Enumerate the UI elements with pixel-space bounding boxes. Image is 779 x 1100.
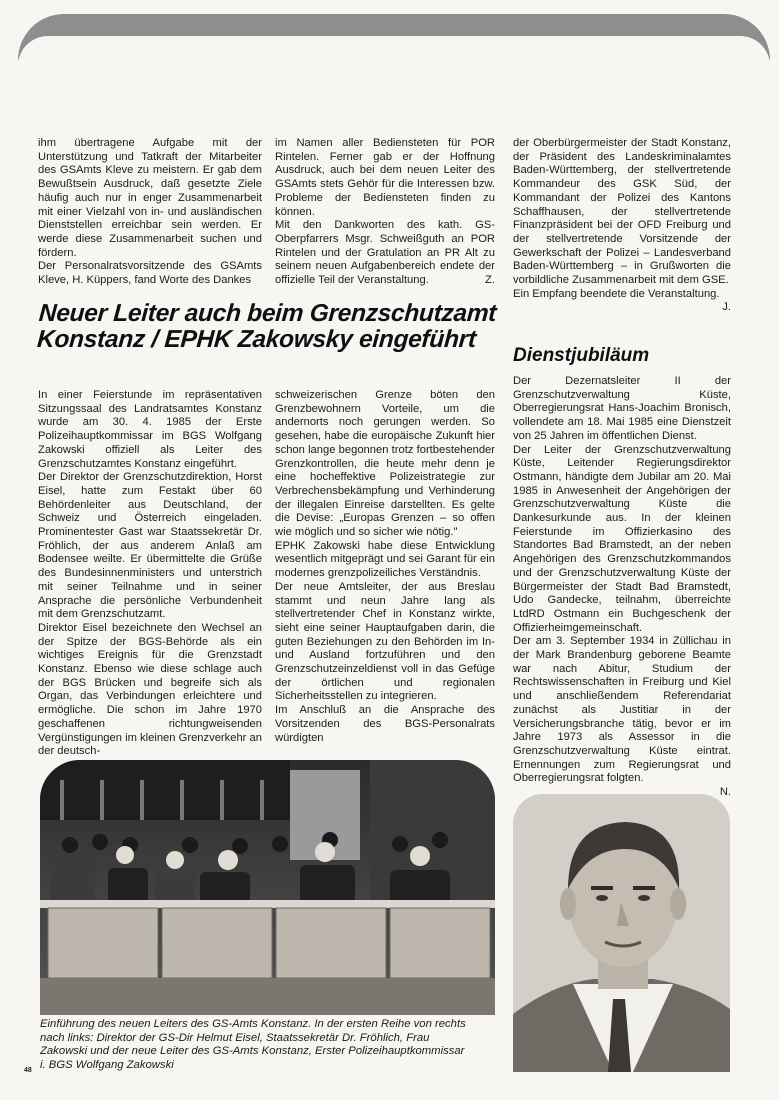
prev-article-col1-para1: ihm übertragene Aufgabe mit der Unterstützung und Tatkraft der Mitarbeiter des GSAmts Kleve zu meistern. Er gab dem Bewußtsein Ausdruck, daß gesetzte Ziele häufig auch nur in enger Zusammenarbeit mit einer Vielzahl von in- und ausländischen Dienststellen erreichbar sein werden. Er werde diese Zusammenarbeit suchen und fördern.	[38, 137, 262, 259]
page-number: 48	[24, 1067, 32, 1074]
prev-article-col2-para2	[275, 219, 495, 288]
prev-article-col1	[38, 137, 262, 288]
jubilee-para3: Der am 3. September 1934 in Züllichau in der Mark Brandenburg geborene Beamte war nach Abitur, Studium der Rechtswissenschaften in Freiburg und Kiel und anschließendem Referendariat zunächst als Justitiar in der Versicherungsbranche tätig, bevor er im Jahre 1973 als Assessor in die Grenzschutzverwaltung Küste eintrat. Ernennungen zum Regierungsrat und Oberregierungsrat folgten.	[513, 635, 731, 785]
portrait-image	[513, 794, 730, 1072]
article-col1-para3: Direktor Eisel bezeichnete den Wechsel an der Spitze der BGS-Behörde als ein wichtiges Ereignis für die Grenzstadt Konstanz. Ebenso wie diese schlage auch der BGS Brücken und begreife sich als Organ, das Verbindungen erleichtere und ermögliche. Die schon im Jahre 1970 geschaffenen richtungweisenden Vergünstigungen im kleinen Grenzverkehr an der deutsch-	[38, 621, 262, 758]
article-col2-para3: Der neue Amtsleiter, der aus Breslau stammt und neun Jahre lang als stellvertretender Chef in Konstanz wirkte, sieht eine seiner Hauptaufgaben darin, die guten Beziehungen zu den Behörden im In- und Ausland fortzuführen und den Grenzschutzeinzeldienst voll in das Gefüge der örtlichen und regionalen Sicherheitsstellen zu integrieren.	[275, 580, 495, 703]
article-col1	[38, 389, 262, 759]
prev-article-col2-para1: im Namen aller Bediensteten für POR Rintelen. Ferner gab er der Hoffnung Ausdruck, auch bei dem neuen Leiter des GSAmts stets Gehör für die Interessen bzw. Probleme der Bediensteten finden zu können.	[275, 137, 495, 218]
prev-article-col3-signature: J.	[722, 301, 731, 314]
portrait-photo	[513, 794, 730, 1072]
prev-article-col1-para2: Der Personalratsvorsitzende des GSAmts Kleve, H. Küppers, fand Worte des Dankes	[38, 260, 262, 287]
headline-dienstjubilaeum: Dienstjubiläum	[513, 345, 650, 366]
prev-article-col3-para1: der Oberbürgermeister der Stadt Konstanz, der Präsident des Landeskriminalamtes Baden-Württemberg, der stellvertretende Kommandeur des GSK Süd, der Kommandant der Polizei des Kantons Schaffhausen, der stellvertretende Finanzpräsident bei der OFD Freiburg und der stellvertretende Vorsitzende der Gewerkschaft der Polizei – Landesverband Baden-Württemberg – in Grußworten die vorbildliche Zusammenarbeit mit dem GSE.	[513, 137, 731, 287]
header-band-inner	[18, 36, 770, 66]
meeting-room-photo	[40, 760, 495, 1015]
article-col2-para2: EPHK Zakowski habe diese Entwicklung wesentlich mitgeprägt und sei Garant für ein modernes grenzpolizeiliches Verständnis.	[275, 539, 495, 580]
prev-article-col3-para2: Ein Empfang beendete die Veranstaltung.	[513, 287, 720, 300]
article-col2	[275, 389, 495, 745]
prev-article-col2-para2-text: Mit den Dankworten des kath. GS-Oberpfarrers Msgr. Schweißguth an POR Rintelen und der Gratulation an PR Alt zu seinem neuen Aufgabenbereich endete der offizielle Teil der Veranstaltung.	[275, 219, 495, 287]
jubilee-para1: Der Dezernatsleiter II der Grenzschutzverwaltung Küste, Oberregierungsrat Hans-Joachim Bronisch, vollendete am 18. Mai 1985 eine Dienstzeit von 25 Jahren im öffentlichen Dienst.	[513, 375, 731, 442]
article-col1-para2: Der Direktor der Grenzschutzdirektion, Horst Eisel, hatte zum Festakt über 60 Behördenleiter aus Deutschland, der Schweiz und Österreich eingeladen. Prominentester Gast war Staatssekretär Dr. Fröhlich, der aus anderem Anlaß am Bodensee weilte. Er übermittelte die Grüße des Bundesinnenministers und unterstrich mit seiner Teilnahme und in seiner Ansprache die persönliche Verbundenheit mit dem Grenzschutzamt.	[38, 471, 262, 621]
article-col2-para1: schweizerischen Grenze böten den Grenzbewohnern Vorteile, um die andernorts noch gerungen werden. So gesehen, habe die europäische Zukunft hier schon lange begonnen trotz fortbestehender Grenzkontrollen, die heute mehr denn je eine hocheffektive Polizeistrategie zur Verbrechensbekämpfung und Verhinderung der illegalen Einreise darstellten. Es gelte die Devise: „Europas Grenzen – so offen wie möglich und so sicher wie nötig."	[275, 389, 495, 539]
prev-article-col2	[275, 137, 495, 288]
jubilee-para2: Der Leiter der Grenzschutzverwaltung Küste, Leitender Regierungsdirektor Ostmann, händigte dem Jubilar am 20. Mai 1985 in Anwesenheit der Angehörigen der Grenzschutzverwaltung Küste die Dankesurkunde aus. In der kleinen Feierstunde im Offizierkasino des Standortes Bad Bramstedt, an der neben Angehörigen des Grenzschutzkommandos und der Grenzschutzverwaltung Küste der Bürgermeister der Stadt Bad Bramstedt, Udo Gandecke, teilnahm, überreichte LtdRD Ostmann ein Buchgeschenk der Offizierheimgemeinschaft.	[513, 443, 731, 634]
jubilee-signature: N.	[719, 786, 731, 799]
prev-article-col3	[513, 137, 731, 315]
prev-article-signature: Z.	[485, 274, 495, 287]
jubilee-col	[513, 375, 731, 800]
article-col1-para1: In einer Feierstunde im repräsentativen Sitzungssaal des Landratsamtes Konstanz wurde am 30. 4. 1985 der Erste Polizeihauptkommissar im BGS Wolfgang Zakowski offiziell als Leiter des Grenzschutzamtes Konstanz eingeführt.	[38, 389, 262, 470]
meeting-room-image	[40, 760, 495, 1015]
photo-caption: Einführung des neuen Leiters des GS-Amts Konstanz. In der ersten Reihe von rechts nach links: Direktor der GS-Dir Helmut Eisel, Staatssekretär Dr. Fröhlich, Frau Zakowski und der neue Leiter des GS-Amts Konstanz, Erster Polizeihauptkommissar i. BGS Wolfgang Zakowski	[40, 1018, 466, 1071]
headline-main: Neuer Leiter auch beim Grenzschutzamt Konstanz / EPHK Zakowsky eingeführt	[36, 300, 498, 353]
article-col2-para4: Im Anschluß an die Ansprache des Vorsitzenden des BGS-Personalrats würdigten	[275, 704, 495, 744]
